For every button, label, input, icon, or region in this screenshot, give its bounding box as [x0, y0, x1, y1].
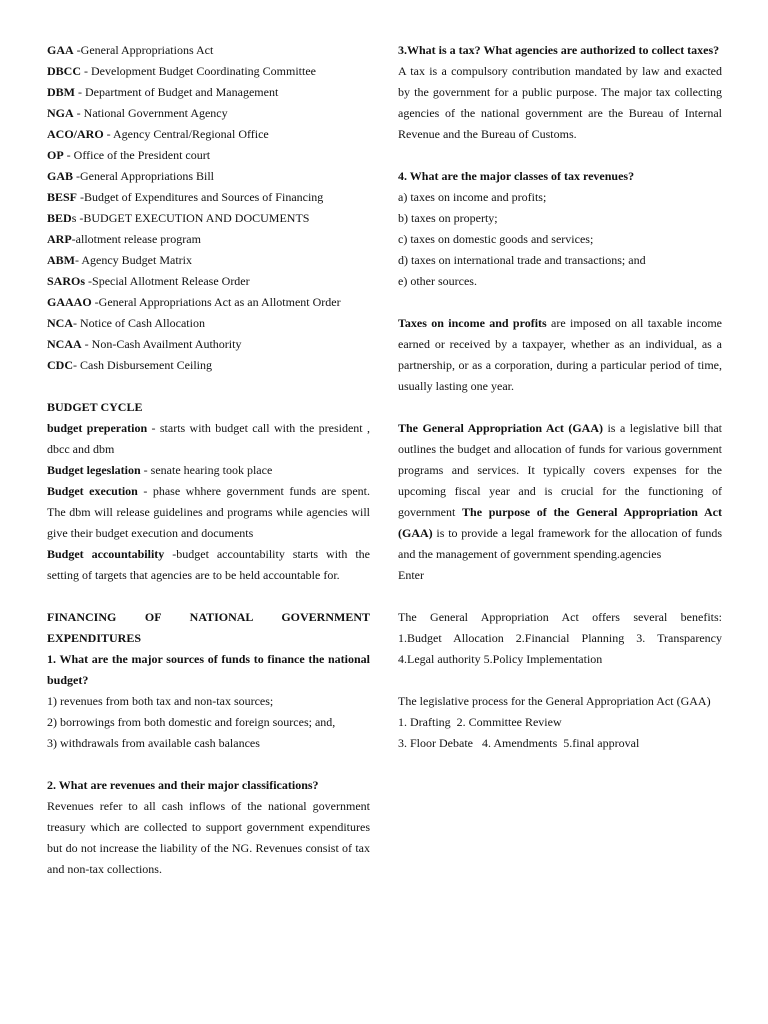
question-3: 3.What is a tax? What agencies are authorized to collect taxes? [398, 43, 720, 57]
answer-item: a) taxes on income and profits; [398, 190, 547, 204]
abbreviation-item: BEDs -BUDGET EXECUTION AND DOCUMENTS [47, 211, 310, 225]
answer-paragraph: A tax is a compulsory contribution mandated by law and exacted by the government for a public purpose. The major tax collecting agencies of the national government are the Bureau of Internal Revenue and the Bureau of Customs. [398, 64, 722, 141]
left-column [47, 40, 370, 880]
abbreviation-item: CDC- Cash Disbursement Ceiling [47, 358, 212, 372]
process-line: 3. Floor Debate 4. Amendments 5.final approval [398, 736, 640, 750]
budget-cycle-item: Budget execution - phase whhere government funds are spent. The dbm will release guidelines and programs while agencies will give their budget execution and documents [47, 484, 370, 540]
abbreviation-item: NCAA - Non-Cash Availment Authority [47, 337, 242, 351]
question-2: 2. What are revenues and their major classifications? [47, 778, 319, 792]
gaa-paragraph: The General Appropriation Act (GAA) is a legislative bill that outlines the budget and allocation of funds for various government programs and services. It typically covers expenses for the upcoming fiscal year and is crucial for the functioning of government The purpose of the General Appropriation Act (GAA) is to provide a legal framework for the allocation of funds and the management of government spending.agencies [398, 421, 722, 561]
answer-item: 2) borrowings from both domestic and foreign sources; and, [47, 715, 336, 729]
question-4: 4. What are the major classes of tax revenues? [398, 169, 635, 183]
benefits-intro: The General Appropriation Act offers several benefits: [398, 610, 722, 624]
answer-item: b) taxes on property; [398, 211, 498, 225]
abbreviation-item: DBM - Department of Budget and Management [47, 85, 279, 99]
answer-item: 1) revenues from both tax and non-tax sources; [47, 694, 274, 708]
process-intro: The legislative process for the General Appropriation Act (GAA) [398, 694, 711, 708]
budget-cycle-heading: BUDGET CYCLE [47, 400, 143, 414]
budget-cycle-item: Budget accountability -budget accountability starts with the setting of targets that agencies are to be held accountable for. [47, 547, 370, 582]
financing-heading: FINANCING OF NATIONAL GOVERNMENT [47, 610, 370, 624]
abbreviation-item: OP - Office of the President court [47, 148, 211, 162]
benefits-line: 4.Legal authority 5.Policy Implementation [398, 652, 603, 666]
question-1: 1. What are the major sources of funds to finance the national budget? [47, 652, 370, 687]
answer-item: d) taxes on international trade and transactions; and [398, 253, 646, 267]
abbreviation-item: SAROs -Special Allotment Release Order [47, 274, 250, 288]
abbreviation-item: ACO/ARO - Agency Central/Regional Office [47, 127, 269, 141]
abbreviation-item: NCA- Notice of Cash Allocation [47, 316, 205, 330]
abbreviation-item: GAAAO -General Appropriations Act as an Allotment Order [47, 295, 341, 309]
answer-item: 3) withdrawals from available cash balances [47, 736, 260, 750]
abbreviation-item: GAA -General Appropriations Act [47, 43, 214, 57]
answer-item: c) taxes on domestic goods and services; [398, 232, 594, 246]
financing-heading-cont: EXPENDITURES [47, 631, 142, 645]
financing-section [47, 607, 370, 880]
budget-cycle-item: budget preperation - starts with budget call with the president , dbcc and dbm [47, 421, 370, 456]
abbreviation-item: DBCC - Development Budget Coordinating Committee [47, 64, 316, 78]
income-tax-paragraph: Taxes on income and profits are imposed on all taxable income earned or received by a taxpayer, whether as an individual, as a partnership, or as a corporation, during a particular period of time, usually lasting one year. [398, 316, 722, 393]
enter-text: Enter [398, 568, 424, 582]
answer-item: e) other sources. [398, 274, 477, 288]
abbreviation-item: ARP-allotment release program [47, 232, 201, 246]
benefits-line: 1.Budget Allocation 2.Financial Planning 3. Transparency [398, 631, 722, 645]
answer-paragraph: Revenues refer to all cash inflows of the national government treasury which are collected to support government expenditures but do not increase the liability of the NG. Revenues consist of tax and non-tax collections. [47, 799, 370, 876]
abbreviation-item: BESF -Budget of Expenditures and Sources of Financing [47, 190, 324, 204]
abbreviation-item: ABM- Agency Budget Matrix [47, 253, 192, 267]
process-line: 1. Drafting 2. Committee Review [398, 715, 562, 729]
right-column [398, 40, 722, 754]
budget-cycle-section [47, 397, 370, 586]
abbreviation-item: GAB -General Appropriations Bill [47, 169, 214, 183]
abbreviation-list [47, 40, 370, 376]
budget-cycle-item: Budget legeslation - senate hearing took place [47, 463, 273, 477]
abbreviation-item: NGA - National Government Agency [47, 106, 228, 120]
